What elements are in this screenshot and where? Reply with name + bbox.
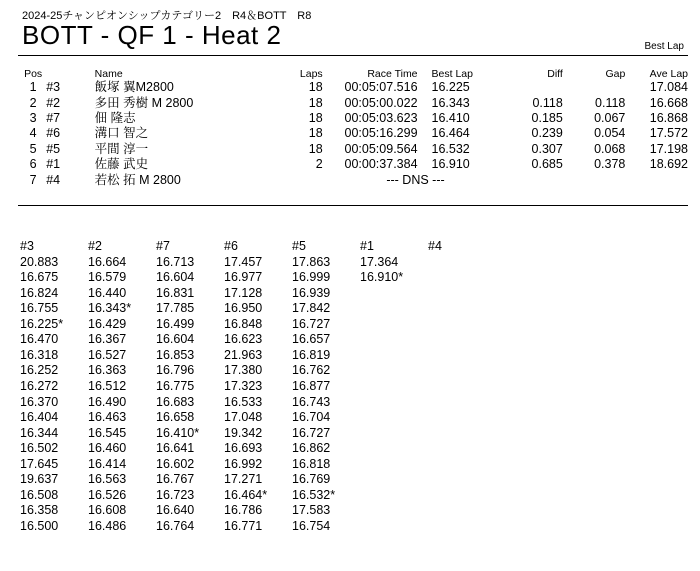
lap-time: 19.637 (20, 472, 59, 487)
col-gap: Gap (605, 68, 626, 80)
result-best-lap: 16.910 (431, 157, 470, 172)
lap-time: 16.545 (88, 425, 127, 440)
result-name: 飯塚 翼M2800 (94, 80, 174, 95)
lap-time: 16.358 (20, 503, 59, 518)
result-name: 平間 淳一 (94, 141, 149, 156)
lap-time: 16.499 (156, 316, 195, 331)
result-laps: 18 (308, 110, 323, 125)
result-ave-lap: 16.868 (649, 110, 688, 125)
result-no: #2 (46, 95, 61, 110)
lap-time: 16.824 (20, 285, 59, 300)
lap-time: 16.910* (360, 270, 404, 285)
lap-time: 16.490 (88, 394, 127, 409)
lap-time: 16.460 (88, 441, 127, 456)
lap-time: 16.604 (156, 270, 195, 285)
result-diff: 0.118 (532, 95, 563, 110)
lap-column (88, 239, 156, 534)
result-best-lap: 16.532 (431, 141, 470, 156)
lap-time: 16.252 (20, 363, 59, 378)
lap-time: 17.271 (224, 472, 263, 487)
lap-time: 16.877 (292, 378, 331, 393)
col-name: Name (94, 68, 123, 80)
lap-time: 16.429 (88, 316, 127, 331)
lap-time: 16.683 (156, 394, 195, 409)
result-diff: 0.307 (531, 141, 563, 156)
lap-time: 16.500 (20, 518, 59, 533)
lap-time: 16.853 (156, 347, 195, 362)
lap-column (156, 239, 224, 534)
lap-column-kart: #5 (292, 239, 306, 253)
result-no: #4 (46, 172, 61, 187)
result-laps: 18 (308, 80, 323, 95)
lap-time: 17.128 (224, 285, 263, 300)
lap-time: 16.762 (292, 363, 331, 378)
lap-time: 16.602 (156, 456, 195, 471)
lap-time: 16.818 (292, 456, 331, 471)
lap-time: 16.526 (88, 487, 127, 502)
lap-time: 16.769 (292, 472, 331, 487)
result-diff: 0.239 (531, 126, 563, 141)
lap-time: 16.992 (224, 456, 263, 471)
lap-time: 16.502 (20, 441, 59, 456)
result-row (20, 95, 688, 110)
result-name: 溝口 智之 (94, 126, 149, 141)
result-best-lap: 16.464 (431, 126, 470, 141)
lap-time: 16.508 (20, 487, 59, 502)
result-ave-lap: 17.084 (649, 80, 688, 95)
lap-time: 17.863 (292, 254, 331, 269)
result-diff: 0.685 (531, 157, 563, 172)
dns-status: --- DNS --- (386, 172, 445, 187)
result-row (20, 126, 688, 141)
result-no: #7 (46, 110, 61, 125)
result-gap: 0.068 (594, 141, 626, 156)
heat-title: BOTT - QF 1 - Heat 2 (22, 20, 282, 50)
result-name: 若松 拓 M 2800 (94, 172, 181, 187)
lap-time: 16.754 (292, 518, 331, 533)
lap-time: 16.950 (224, 301, 263, 316)
lap-time: 16.977 (224, 270, 263, 285)
result-pos: 1 (29, 80, 37, 95)
lap-time: 16.486 (88, 518, 127, 533)
result-laps: 18 (308, 141, 323, 156)
lap-time: 20.883 (20, 254, 59, 269)
result-pos: 2 (29, 95, 37, 110)
lap-time: 16.775 (156, 378, 195, 393)
lap-column (20, 239, 88, 534)
lap-time: 16.723 (156, 487, 195, 502)
result-diff (508, 80, 562, 95)
lap-column (292, 239, 360, 534)
lap-time: 17.583 (292, 503, 331, 518)
result-gap (563, 80, 626, 95)
col-diff: Diff (547, 68, 563, 80)
event-subtitle: 2024-25チャンピオンシップカテゴリー2 R4＆BOTT R8 (22, 10, 312, 22)
result-best-lap: 16.343 (431, 95, 470, 110)
lap-column (224, 239, 292, 534)
result-no: #6 (46, 126, 61, 141)
lap-time: 17.048 (224, 410, 263, 425)
lap-time: 16.404 (20, 410, 59, 425)
result-gap: 0.054 (594, 126, 626, 141)
col-number (46, 68, 94, 80)
col-laps: Laps (299, 68, 323, 80)
lap-time: 16.862 (292, 441, 331, 456)
lap-time: 17.364 (360, 254, 399, 269)
lap-time: 17.323 (224, 378, 263, 393)
lap-time: 17.785 (156, 301, 195, 316)
lap-time: 16.764 (156, 518, 195, 533)
result-ave-lap: 17.572 (649, 126, 688, 141)
result-no: #1 (46, 157, 61, 172)
lap-time: 16.533 (224, 394, 263, 409)
lap-time: 17.457 (224, 254, 263, 269)
lap-time: 16.225* (20, 316, 64, 331)
header-divider (18, 55, 688, 56)
results-header-row (20, 68, 688, 80)
results-table (20, 68, 688, 188)
lap-time: 16.713 (156, 254, 195, 269)
col-race-time: Race Time (367, 68, 418, 80)
results-body (20, 80, 688, 188)
result-gap: 0.067 (594, 110, 626, 125)
result-no: #3 (46, 80, 61, 95)
lap-column-kart: #3 (20, 239, 34, 253)
col-ave-lap: Ave Lap (649, 68, 688, 80)
result-pos: 7 (29, 172, 37, 187)
lap-time: 16.939 (292, 285, 331, 300)
result-pos: 5 (29, 141, 37, 156)
lap-time: 16.819 (292, 347, 331, 362)
lap-column-kart: #4 (428, 239, 442, 253)
lap-time: 16.743 (292, 394, 331, 409)
lap-column-kart: #2 (88, 239, 102, 253)
lap-time: 16.532* (292, 487, 336, 502)
lap-time: 16.370 (20, 394, 59, 409)
result-race-time: 00:05:07.516 (344, 80, 418, 95)
lap-time: 17.645 (20, 456, 59, 471)
lap-time: 16.755 (20, 301, 59, 316)
result-gap: 0.378 (594, 157, 626, 172)
result-best-lap: 16.410 (431, 110, 470, 125)
col-pos: Pos (24, 68, 43, 80)
result-row (20, 111, 688, 126)
lap-time: 16.464* (224, 487, 268, 502)
lap-time: 16.999 (292, 270, 331, 285)
result-pos: 6 (29, 157, 37, 172)
lap-time: 16.363 (88, 363, 127, 378)
result-race-time: 00:05:00.022 (344, 95, 418, 110)
lap-time: 16.786 (224, 503, 263, 518)
result-best-lap: 16.225 (431, 80, 470, 95)
lap-time: 19.342 (224, 425, 263, 440)
lap-time: 16.831 (156, 285, 195, 300)
lap-time: 16.641 (156, 441, 195, 456)
lap-time: 16.527 (88, 347, 127, 362)
lap-time: 16.512 (88, 378, 127, 393)
lap-time: 16.704 (292, 410, 331, 425)
lap-time: 16.796 (156, 363, 195, 378)
lap-time: 16.675 (20, 270, 59, 285)
lap-time: 16.658 (156, 410, 195, 425)
result-gap: 0.118 (595, 95, 626, 110)
lap-time: 17.842 (292, 301, 331, 316)
result-ave-lap: 17.198 (649, 141, 688, 156)
lap-column (428, 239, 496, 255)
result-laps: 18 (308, 95, 323, 110)
spacer-cell (268, 172, 322, 187)
lap-time: 16.318 (20, 347, 59, 362)
lap-time: 16.463 (88, 410, 127, 425)
result-diff: 0.185 (531, 110, 563, 125)
result-row (20, 80, 688, 95)
lap-time: 16.848 (224, 316, 263, 331)
lap-time: 16.579 (88, 270, 127, 285)
lap-time: 17.380 (224, 363, 263, 378)
lap-time: 16.272 (20, 378, 59, 393)
lap-time: 16.410* (156, 425, 200, 440)
result-ave-lap: 16.668 (649, 95, 688, 110)
lap-time: 16.693 (224, 441, 263, 456)
result-race-time: 00:00:37.384 (344, 157, 418, 172)
lap-column-kart: #7 (156, 239, 170, 253)
result-race-time: 00:05:03.623 (344, 110, 418, 125)
lap-time: 16.604 (156, 332, 195, 347)
result-no: #5 (46, 141, 61, 156)
lap-time: 16.343* (88, 301, 132, 316)
result-row (20, 157, 688, 172)
lap-time: 16.664 (88, 254, 127, 269)
section-divider (18, 205, 688, 206)
lap-column-kart: #6 (224, 239, 238, 253)
result-name: 多田 秀樹 M 2800 (94, 95, 194, 110)
result-pos: 3 (29, 110, 37, 125)
result-row-dns (20, 172, 688, 187)
report-type-label: Best Lap (644, 41, 684, 52)
result-name: 佃 隆志 (94, 110, 136, 125)
lap-time: 16.727 (292, 425, 331, 440)
result-row (20, 142, 688, 157)
result-pos: 4 (29, 126, 37, 141)
lap-time: 16.470 (20, 332, 59, 347)
lap-time: 16.440 (88, 285, 127, 300)
result-name: 佐藤 武史 (94, 157, 149, 172)
result-race-time: 00:05:09.564 (344, 141, 418, 156)
lap-column-kart: #1 (360, 239, 374, 253)
lap-time: 16.657 (292, 332, 331, 347)
lap-time: 16.623 (224, 332, 263, 347)
col-best-lap: Best Lap (431, 68, 473, 80)
result-laps: 2 (315, 157, 323, 172)
lap-time: 16.344 (20, 425, 59, 440)
lap-time: 16.727 (292, 316, 331, 331)
lap-column (360, 239, 428, 286)
lap-time: 16.563 (88, 472, 127, 487)
result-laps: 18 (308, 126, 323, 141)
lap-time: 16.767 (156, 472, 195, 487)
lap-time: 16.414 (88, 456, 127, 471)
lap-time: 16.640 (156, 503, 195, 518)
lap-time: 16.608 (88, 503, 127, 518)
lap-time: 16.367 (88, 332, 127, 347)
lap-time: 21.963 (224, 347, 263, 362)
result-race-time: 00:05:16.299 (344, 126, 418, 141)
lap-time: 16.771 (224, 518, 263, 533)
result-ave-lap: 18.692 (649, 157, 688, 172)
